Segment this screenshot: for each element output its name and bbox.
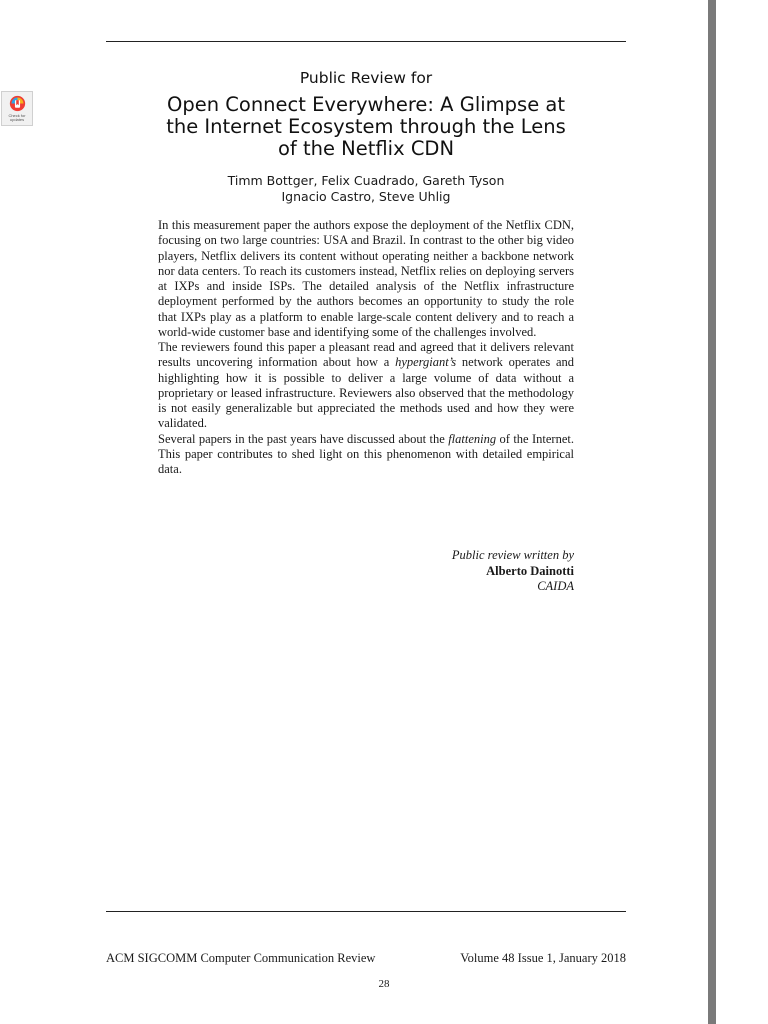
emphasis: hypergiant’s: [395, 355, 457, 370]
emphasis: flattening: [448, 431, 497, 446]
text-run: The reviewers found this paper a pleasant read and agreed that it delivers relevant results uncovering information about how a: [158, 340, 574, 370]
header-rule: [106, 41, 626, 42]
signature-block: [366, 548, 574, 595]
text-run: Several papers in the past years have discussed about the: [158, 431, 449, 446]
paper-title: Open Connect Everywhere: A Glimpse at the Internet Ecosystem through the Lens of the Netflix CDN: [166, 93, 566, 160]
review-label: Public Review for: [299, 69, 433, 87]
page-edge-scrollbar: [708, 0, 716, 1024]
page-margin: [716, 0, 768, 1024]
crossmark-icon: [9, 95, 26, 112]
paragraph-3: [158, 432, 574, 478]
signature-label: Public review written by: [451, 548, 574, 562]
reviewer-affiliation: CAIDA: [537, 579, 574, 593]
paragraph-2: [158, 340, 574, 432]
text-run: network operates and highlighting how it is possible to deliver a large volume of data without a proprietary or leased infrastructure. Reviewers also observed that the methodology is not easily generalizable but appreciated the methods used and how they were validated.: [158, 355, 574, 431]
author-list: Timm Bottger, Felix Cuadrado, Gareth Tyson Ignacio Castro, Steve Uhlig: [227, 173, 505, 204]
volume-info: Volume 48 Issue 1, January 2018: [460, 951, 626, 965]
text-run: of the Internet. This paper contributes to shed light on this phenomenon with detailed empirical data.: [158, 431, 574, 476]
journal-name: ACM SIGCOMM Computer Communication Review: [106, 951, 376, 965]
reviewer-name: Alberto Dainotti: [486, 563, 574, 578]
page-number: 28: [378, 978, 390, 990]
check-for-updates-badge[interactable]: [1, 91, 33, 126]
footer-rule: [106, 911, 626, 912]
paragraph-1: In this measurement paper the authors expose the deployment of the Netflix CDN, focusing on two large countries: USA and Brazil. In contrast to the other big video players, Netflix delivers its content without operating neither a backbone network nor data centers. To reach its customers instead, Netflix relies on deploying servers at IXPs and inside ISPs. The detailed analysis of the Netflix infrastructure deployment performed by the authors becomes an opportunity to study the role that IXPs play as a platform to enable large-scale content delivery and to reach a world-wide customer base and identifying some of the challenges involved.: [158, 218, 574, 339]
review-body: [158, 218, 574, 477]
badge-label: Check for updates: [8, 113, 26, 122]
